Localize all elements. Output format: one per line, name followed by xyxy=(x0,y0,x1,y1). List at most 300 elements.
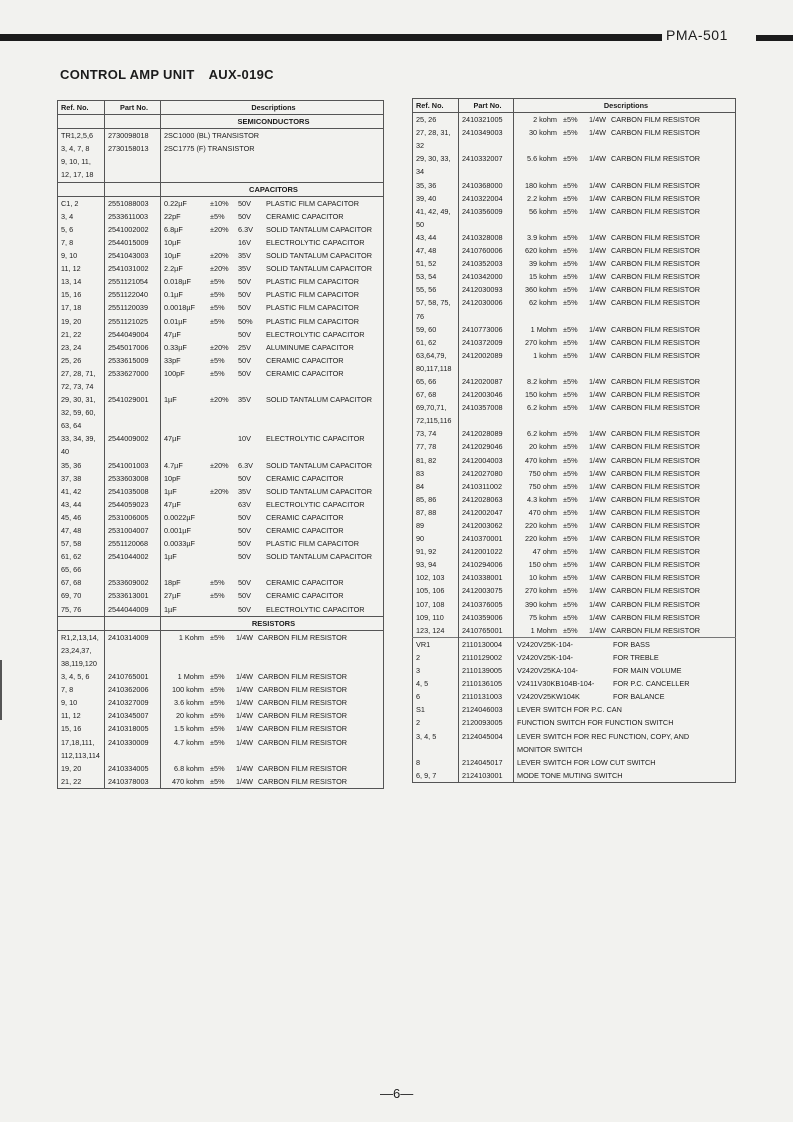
desc-text: CARBON FILM RESISTOR xyxy=(258,737,348,747)
table-row xyxy=(413,637,736,651)
part-no: 2412030006 xyxy=(459,296,514,309)
ref-no: 90 xyxy=(413,532,459,545)
value: 100 kohm xyxy=(171,685,204,695)
description xyxy=(161,472,384,485)
part-no: 2124045017 xyxy=(459,756,514,769)
ref-no: 63, 64 xyxy=(58,419,105,432)
part-no: 2730098018 xyxy=(105,129,161,143)
desc-text: PLASTIC FILM CAPACITOR xyxy=(266,303,359,313)
part-no xyxy=(105,406,161,419)
voltage: 50V xyxy=(238,303,251,313)
part-no: 2541031002 xyxy=(105,262,161,275)
wattage: 1/4W xyxy=(589,481,607,491)
part-no: 2533609002 xyxy=(105,576,161,589)
part-no: 2551120039 xyxy=(105,301,161,314)
voltage: 50V xyxy=(238,604,251,614)
ref-no: 19, 20 xyxy=(58,315,105,328)
table-row xyxy=(58,683,384,696)
wattage: 1/4W xyxy=(236,632,254,642)
table-row xyxy=(58,657,384,670)
ref-no: 3, 4, 5 xyxy=(413,730,459,743)
part-no: 2410760006 xyxy=(459,244,514,257)
description xyxy=(514,257,736,270)
ref-no: 33, 34, 39, xyxy=(58,432,105,445)
table-row xyxy=(58,589,384,602)
ref-no: 61, 62 xyxy=(413,336,459,349)
desc-text: CERAMIC CAPACITOR xyxy=(266,526,344,535)
value: 20 kohm xyxy=(176,711,204,721)
page-title xyxy=(60,67,274,82)
table-row xyxy=(58,367,384,380)
ref-no: 77, 78 xyxy=(413,440,459,453)
table-row xyxy=(413,493,736,506)
value: V2411V30KB104B-104- xyxy=(517,679,595,689)
part-no xyxy=(105,155,161,168)
desc-text: CARBON FILM RESISTOR xyxy=(611,586,701,596)
desc-text: CARBON FILM RESISTOR xyxy=(258,776,348,786)
value: 33pF xyxy=(164,355,181,365)
part-no: 2410378003 xyxy=(105,775,161,789)
left-table-body xyxy=(58,115,384,789)
tolerance: ±5% xyxy=(563,573,578,583)
description xyxy=(514,532,736,545)
table-row xyxy=(58,249,384,262)
value: 0.0022µF xyxy=(164,512,195,522)
wattage: 1/4W xyxy=(589,154,607,164)
voltage: 50V xyxy=(238,329,251,339)
ref-no: 40 xyxy=(58,445,105,458)
part-no: 2544049004 xyxy=(105,328,161,341)
desc-text: PLASTIC FILM CAPACITOR xyxy=(266,539,359,549)
section-title: CONTROL AMP UNIT xyxy=(60,67,195,82)
value: 22pF xyxy=(164,211,181,221)
wattage: 1/4W xyxy=(589,521,607,530)
value: 5.6 kohm xyxy=(526,154,557,164)
right-parts-table xyxy=(412,98,736,783)
tolerance: ±5% xyxy=(210,316,225,326)
part-no: 2410321005 xyxy=(459,113,514,127)
wattage: 1/4W xyxy=(589,206,607,216)
part-no: 2412028089 xyxy=(459,427,514,440)
tolerance: ±5% xyxy=(210,211,225,221)
desc-text: CERAMIC CAPACITOR xyxy=(266,512,344,522)
description xyxy=(514,113,736,127)
table-row xyxy=(413,231,736,244)
table-row xyxy=(413,152,736,165)
desc-text: FUNCTION SWITCH FOR FUNCTION SWITCH xyxy=(517,718,674,728)
ref-no: 13, 14 xyxy=(58,275,105,288)
description xyxy=(514,611,736,624)
ref-no: 89 xyxy=(413,519,459,532)
ref-no: 123, 124 xyxy=(413,624,459,638)
desc-text: 2SC1775 (F) TRANSISTOR xyxy=(164,144,255,154)
description xyxy=(514,558,736,571)
section-ref-cell xyxy=(58,115,105,129)
section-title: CAPACITORS xyxy=(161,182,384,196)
tolerance: ±20% xyxy=(210,342,229,352)
table-row xyxy=(58,393,384,406)
table-row xyxy=(413,205,736,218)
value: 0.0033µF xyxy=(164,539,195,549)
desc-text: CARBON FILM RESISTOR xyxy=(611,521,701,530)
ref-no: 43, 44 xyxy=(58,498,105,511)
ref-no: 55, 56 xyxy=(413,283,459,296)
table-row xyxy=(413,283,736,296)
desc-text: LEVER SWITCH FOR P.C. CAN xyxy=(517,705,622,715)
table-row xyxy=(413,257,736,270)
description xyxy=(161,736,384,749)
ref-no: 47, 48 xyxy=(58,524,105,537)
description xyxy=(514,231,736,244)
desc-text: CARBON FILM RESISTOR xyxy=(258,763,348,773)
part-no: 2410357008 xyxy=(459,401,514,414)
ref-no: 35, 36 xyxy=(413,179,459,192)
part-no: 2110139005 xyxy=(459,664,514,677)
section-ref-cell xyxy=(58,616,105,630)
tolerance: ±5% xyxy=(563,442,578,452)
part-no xyxy=(459,310,514,323)
description xyxy=(161,683,384,696)
table-row xyxy=(58,341,384,354)
value: 6.2 kohm xyxy=(526,403,557,413)
value: 470 kohm xyxy=(524,455,557,465)
part-no: 2410372009 xyxy=(459,336,514,349)
table-row xyxy=(413,270,736,283)
voltage: 50V xyxy=(238,368,251,378)
value: 390 kohm xyxy=(524,599,557,609)
part-no: 2551120068 xyxy=(105,537,161,550)
description xyxy=(161,603,384,617)
description xyxy=(514,388,736,401)
ref-no: R1,2,13,14, xyxy=(58,630,105,644)
wattage: 1/4W xyxy=(589,180,607,190)
description xyxy=(514,677,736,690)
description xyxy=(514,519,736,532)
tolerance: ±5% xyxy=(563,507,578,517)
table-row xyxy=(58,576,384,589)
desc-text: CARBON FILM RESISTOR xyxy=(611,481,701,491)
ref-no: 102, 103 xyxy=(413,571,459,584)
ref-no: 69,70,71, xyxy=(413,401,459,414)
part-no xyxy=(105,644,161,657)
desc-text: ALUMINUME CAPACITOR xyxy=(266,342,354,352)
description xyxy=(514,493,736,506)
ref-no: 11, 12 xyxy=(58,262,105,275)
ref-no: 35, 36 xyxy=(58,459,105,472)
description xyxy=(161,485,384,498)
ref-no: 93, 94 xyxy=(413,558,459,571)
col-ref-header: Ref. No. xyxy=(58,101,105,115)
table-row xyxy=(413,454,736,467)
description xyxy=(514,414,736,427)
voltage: 63V xyxy=(238,499,251,509)
description xyxy=(161,644,384,657)
part-no xyxy=(105,445,161,458)
ref-no: 63,64,79, xyxy=(413,349,459,362)
table-row xyxy=(58,524,384,537)
wattage: 1/4W xyxy=(589,259,607,269)
desc-text: PLASTIC FILM CAPACITOR xyxy=(266,277,359,287)
desc-text: SOLID TANTALUM CAPACITOR xyxy=(266,224,372,234)
value: 270 kohm xyxy=(524,337,557,347)
tolerance: ±5% xyxy=(210,737,225,747)
table-row xyxy=(413,598,736,611)
wattage: 1/4W xyxy=(589,625,607,635)
ref-no: 61, 62 xyxy=(58,550,105,563)
desc-text: LEVER SWITCH FOR REC FUNCTION, COPY, AND xyxy=(517,731,690,741)
value: 0.1µF xyxy=(164,290,183,300)
value: 3.6 kohm xyxy=(173,698,204,708)
description xyxy=(161,709,384,722)
table-row xyxy=(413,584,736,597)
desc-text: SOLID TANTALUM CAPACITOR xyxy=(266,486,372,496)
ref-no: 65, 66 xyxy=(413,375,459,388)
table-row xyxy=(413,388,736,401)
left-parts-table xyxy=(57,100,384,789)
table-row xyxy=(58,142,384,155)
value: 27µF xyxy=(164,591,181,601)
section-part-cell xyxy=(105,115,161,129)
description xyxy=(514,584,736,597)
description xyxy=(161,775,384,789)
tolerance: ±5% xyxy=(210,672,225,682)
ref-no: 3 xyxy=(413,664,459,677)
description xyxy=(161,432,384,445)
part-no: 2410352003 xyxy=(459,257,514,270)
value: 6.2 kohm xyxy=(526,429,557,439)
part-no: 2412020087 xyxy=(459,375,514,388)
ref-no: 109, 110 xyxy=(413,611,459,624)
description xyxy=(514,270,736,283)
ref-no: 17,18,111, xyxy=(58,736,105,749)
description xyxy=(514,480,736,493)
value: 1 kohm xyxy=(533,350,557,360)
description xyxy=(161,419,384,432)
description xyxy=(161,445,384,458)
desc-text: FOR TREBLE xyxy=(613,652,659,662)
table-row xyxy=(58,603,384,617)
tolerance: ±5% xyxy=(563,534,578,544)
description xyxy=(161,393,384,406)
value: 2.2 kohm xyxy=(526,193,557,203)
ref-no: 83 xyxy=(413,467,459,480)
part-no: 2412029046 xyxy=(459,440,514,453)
value: 47µF xyxy=(164,434,181,444)
table-row xyxy=(413,532,736,545)
desc-text: CARBON FILM RESISTOR xyxy=(611,429,701,439)
desc-text: CARBON FILM RESISTOR xyxy=(611,259,701,269)
table-row xyxy=(58,498,384,511)
table-row xyxy=(413,651,736,664)
ref-no: 38,119,120 xyxy=(58,657,105,670)
value: 2 kohm xyxy=(533,115,557,125)
table-row xyxy=(58,432,384,445)
wattage: 1/4W xyxy=(589,272,607,282)
part-no: 2410359006 xyxy=(459,611,514,624)
desc-text: CARBON FILM RESISTOR xyxy=(611,285,701,295)
part-no: 2410370001 xyxy=(459,532,514,545)
tolerance: ±5% xyxy=(210,303,225,313)
tolerance: ±5% xyxy=(563,180,578,190)
table-row xyxy=(58,709,384,722)
table-row xyxy=(413,716,736,729)
value: 0.001µF xyxy=(164,526,191,535)
ref-no: 53, 54 xyxy=(413,270,459,283)
description xyxy=(514,664,736,677)
ref-no: 2 xyxy=(413,651,459,664)
desc-text: PLASTIC FILM CAPACITOR xyxy=(266,316,359,326)
table-row xyxy=(413,192,736,205)
ref-no: 9, 10, 11, xyxy=(58,155,105,168)
description xyxy=(161,524,384,537)
tolerance: ±5% xyxy=(563,468,578,478)
tolerance: ±5% xyxy=(210,776,225,786)
desc-text: CARBON FILM RESISTOR xyxy=(611,573,701,583)
ref-no: 21, 22 xyxy=(58,775,105,789)
desc-text: CARBON FILM RESISTOR xyxy=(611,206,701,216)
table-row xyxy=(413,519,736,532)
table-row xyxy=(58,419,384,432)
value: 270 kohm xyxy=(524,586,557,596)
table-row xyxy=(413,179,736,192)
part-no: 2410318005 xyxy=(105,722,161,735)
tolerance: ±5% xyxy=(563,599,578,609)
description xyxy=(514,323,736,336)
description xyxy=(161,210,384,223)
value: 4.3 kohm xyxy=(526,494,557,504)
table-row xyxy=(413,664,736,677)
description xyxy=(514,336,736,349)
tolerance: ±5% xyxy=(563,429,578,439)
description xyxy=(514,598,736,611)
desc-text: CERAMIC CAPACITOR xyxy=(266,591,344,601)
value: 1 Kohm xyxy=(178,632,204,642)
tolerance: ±5% xyxy=(563,128,578,138)
part-no: 2410345007 xyxy=(105,709,161,722)
desc-text: CARBON FILM RESISTOR xyxy=(611,390,701,400)
tolerance: ±5% xyxy=(563,337,578,347)
desc-text: SOLID TANTALUM CAPACITOR xyxy=(266,552,372,562)
description xyxy=(514,651,736,664)
desc-text: CARBON FILM RESISTOR xyxy=(611,534,701,544)
ref-no: 23,24,37, xyxy=(58,644,105,657)
part-no: 2531006005 xyxy=(105,511,161,524)
col-part-header: Part No. xyxy=(459,99,514,113)
section-part-cell xyxy=(105,616,161,630)
description xyxy=(161,223,384,236)
ref-no: 59, 60 xyxy=(413,323,459,336)
table-row xyxy=(58,630,384,644)
description xyxy=(161,576,384,589)
ref-no: 27, 28, 71, xyxy=(58,367,105,380)
tolerance: ±5% xyxy=(563,298,578,308)
description xyxy=(514,716,736,729)
description xyxy=(514,192,736,205)
description xyxy=(514,440,736,453)
tolerance: ±5% xyxy=(210,355,225,365)
description xyxy=(514,244,736,257)
part-no: 2410765001 xyxy=(459,624,514,638)
description xyxy=(514,139,736,152)
wattage: 1/4W xyxy=(589,442,607,452)
ref-no: 105, 106 xyxy=(413,584,459,597)
value: 0.018µF xyxy=(164,277,191,287)
tolerance: ±5% xyxy=(210,277,225,287)
desc-text: FOR MAIN VOLUME xyxy=(613,666,682,676)
value: 75 kohm xyxy=(529,612,557,622)
tolerance: ±5% xyxy=(210,685,225,695)
ref-no: 23, 24 xyxy=(58,341,105,354)
ref-no: 72,115,116 xyxy=(413,414,459,427)
ref-no: 3, 4, 7, 8 xyxy=(58,142,105,155)
part-no: 2124103001 xyxy=(459,769,514,783)
table-row xyxy=(413,467,736,480)
tolerance: ±5% xyxy=(563,324,578,334)
table-row xyxy=(58,168,384,182)
description xyxy=(514,756,736,769)
part-no xyxy=(105,168,161,182)
part-no: 2410765001 xyxy=(105,670,161,683)
table-row xyxy=(413,336,736,349)
table-row xyxy=(58,275,384,288)
ref-no: 72, 73, 74 xyxy=(58,380,105,393)
value: 0.22µF xyxy=(164,198,187,208)
ref-no: 7, 8 xyxy=(58,683,105,696)
value: 100pF xyxy=(164,368,185,378)
desc-text: PLASTIC FILM CAPACITOR xyxy=(266,198,359,208)
description xyxy=(514,349,736,362)
desc-text: CARBON FILM RESISTOR xyxy=(611,128,701,138)
table-row xyxy=(413,375,736,388)
value: 470 ohm xyxy=(528,507,557,517)
col-desc-header: Descriptions xyxy=(161,101,384,115)
desc-text: ELECTROLYTIC CAPACITOR xyxy=(266,604,365,614)
description xyxy=(161,670,384,683)
description xyxy=(514,179,736,192)
wattage: 1/4W xyxy=(589,507,607,517)
value: V2420V25KA-104- xyxy=(517,666,578,676)
ref-no: 65, 66 xyxy=(58,563,105,576)
part-no: 2412002089 xyxy=(459,349,514,362)
desc-text: CARBON FILM RESISTOR xyxy=(611,442,701,452)
ref-no: 15, 16 xyxy=(58,288,105,301)
voltage: 10V xyxy=(238,434,251,444)
value: 4.7 kohm xyxy=(173,737,204,747)
ref-no: 19, 20 xyxy=(58,762,105,775)
voltage: 35V xyxy=(238,251,251,261)
description xyxy=(161,315,384,328)
description xyxy=(514,769,736,783)
value: 750 ohm xyxy=(528,481,557,491)
part-no: 2410311002 xyxy=(459,480,514,493)
table-row xyxy=(58,472,384,485)
table-row xyxy=(58,511,384,524)
section-capacitors xyxy=(58,182,384,196)
desc-text: CERAMIC CAPACITOR xyxy=(266,368,344,378)
value: 15 kohm xyxy=(529,272,557,282)
description xyxy=(161,511,384,524)
ref-no: 69, 70 xyxy=(58,589,105,602)
description xyxy=(161,155,384,168)
desc-text: CERAMIC CAPACITOR xyxy=(266,578,344,588)
part-no: 2533611003 xyxy=(105,210,161,223)
description xyxy=(161,459,384,472)
value: 1.5 kohm xyxy=(173,724,204,734)
description xyxy=(161,168,384,182)
wattage: 1/4W xyxy=(589,246,607,256)
desc-text: MODE TONE MUTING SWITCH xyxy=(517,770,623,780)
value: 150 kohm xyxy=(524,390,557,400)
